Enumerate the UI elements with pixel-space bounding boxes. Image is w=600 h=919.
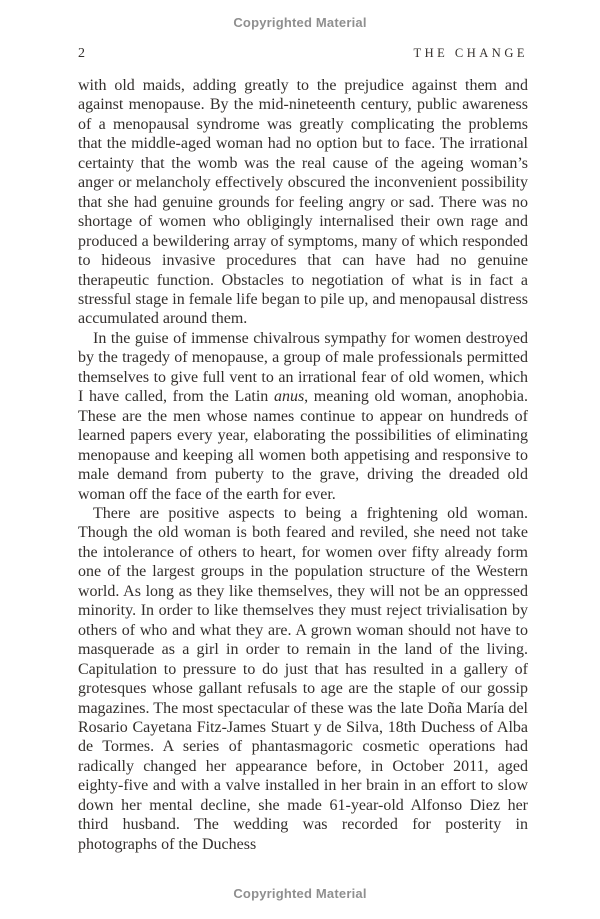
paragraph-text: In the guise of immense chivalrous sympathy for women destroyed by the tragedy of menopause, a group of male professionals permitted themselves to give full vent to an irrational fear of old women, which I have called, from the Latin <box>78 329 528 406</box>
body-paragraph-2 <box>78 329 528 504</box>
paragraph-text: , meaning old woman, anophobia. These are the men whose names continue to appear on hundreds of learned papers every year, elaborating the possibilities of eliminating menopause and keeping all women both appetising and responsive to male demand from puberty to the grave, driving the dreaded old woman off the face of the earth for ever. <box>78 388 528 503</box>
body-paragraph-3 <box>78 504 528 854</box>
italic-term: anus <box>273 388 305 406</box>
copyright-notice-bottom: Copyrighted Material <box>233 886 367 901</box>
page-header <box>78 46 528 62</box>
copyright-notice-top: Copyrighted Material <box>233 15 367 30</box>
page-number: 2 <box>78 46 85 61</box>
page-body <box>78 76 528 854</box>
running-title: THE CHANGE <box>413 46 528 60</box>
paragraph-text: There are positive aspects to being a frightening old woman. Though the old woman is both feared and reviled, she need not take the intolerance of others to heart, for women over fifty already form one of the largest groups in the population structure of the Western world. As long as they like themselves, they will not be an oppressed minority. In order to like themselves they must reject trivialisation by others of who and what they are. A grown woman should not have to masquerade as a girl in order to remain in the land of the living. Capitulation to pressure to do just that has resulted in a gallery of grotesques whose gallant refusals to age are the staple of our gossip magazines. The most spectacular of these was the late Doña María del Rosario Cayetana Fitz-James Stuart y de Silva, 18th Duchess of Alba de Tormes. A series of phantasmagoric cosmetic operations had radically changed her appearance before, in October 2011, aged eighty-five and with a valve installed in her brain in an effort to slow down her mental decline, she made 61-year-old Alfonso Diez her third husband. The wedding was recorded for posterity in photographs of the Duchess <box>78 504 528 853</box>
body-paragraph-1 <box>78 76 528 329</box>
paragraph-text: with old maids, adding greatly to the prejudice against them and against menopause. By the mid-nineteenth century, public awareness of a menopausal syndrome was greatly complicating the problems that the middle-aged woman had no option but to face. The irrational certainty that the womb was the real cause of the ageing woman’s anger or melancholy effectively obscured the inconvenient possibility that she had genuine grounds for feeling angry or sad. There was no shortage of women who obligingly internalised their own rage and produced a bewildering array of symptoms, many of which responded to hideous invasive procedures that can have had no genuine therapeutic function. Obstacles to negotiation of what is in fact a stressful stage in female life began to pile up, and menopausal distress accumulated around them. <box>78 77 528 328</box>
